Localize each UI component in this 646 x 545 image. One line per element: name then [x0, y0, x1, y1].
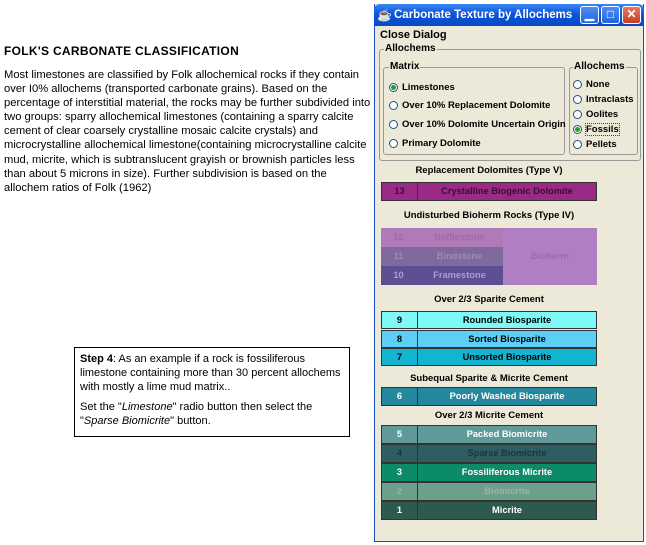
menubar [375, 26, 643, 44]
bioherm-heading: Undisturbed Bioherm Rocks (Type IV) [403, 210, 575, 221]
button-label: Sparse Biomicrite [467, 448, 547, 458]
radio-button[interactable] [389, 139, 398, 148]
button-number: 8 [382, 331, 418, 347]
radio-fossils[interactable] [573, 124, 619, 135]
button-number: 12 [393, 232, 404, 242]
radio-oolites[interactable] [573, 109, 618, 120]
radio-label: Over 10% Replacement Dolomite [402, 100, 551, 111]
radio-label: Over 10% Dolomite Uncertain Origin [402, 119, 566, 130]
biomicrite-button[interactable] [381, 482, 597, 501]
crystalline-biogenic-dolomite-button[interactable] [381, 182, 597, 201]
button-label: Bindstone [436, 251, 483, 261]
radio-label: Limestones [402, 82, 455, 93]
button-number: 13 [382, 183, 418, 200]
fossiliferous-micrite-button[interactable] [381, 463, 597, 482]
radio-label: None [586, 79, 610, 90]
radio-intraclasts[interactable] [573, 94, 634, 105]
carbonate-texture-dialog [374, 4, 644, 542]
allochems-group [379, 43, 641, 161]
button-number: 10 [393, 270, 404, 280]
button-label: Sorted Biosparite [468, 334, 546, 344]
bindstone-button[interactable] [381, 247, 503, 266]
radio-primary-dolomite[interactable] [389, 138, 481, 149]
rounded-biosparite-button[interactable] [381, 311, 597, 329]
subequal-cement-heading: Subequal Sparite & Micrite Cement [410, 373, 568, 384]
radio-button[interactable] [573, 140, 582, 149]
button-number: 6 [382, 388, 418, 405]
button-number: 7 [382, 349, 418, 365]
bafflestone-button[interactable] [381, 228, 503, 247]
button-label: Biomicrite [484, 486, 530, 496]
step-paragraph [80, 352, 343, 394]
dialog-titlebar[interactable] [374, 4, 644, 26]
radio-over-10-replacement-dolomite[interactable] [389, 100, 550, 111]
instruction-text-3: " button. [170, 415, 211, 427]
radio-label: Oolites [586, 109, 619, 120]
step-text: : As an example if a rock is fossiliferous limestone containing more than 30 percent allochems with mostly a lime mud matrix.. [80, 353, 341, 393]
button-number: 2 [382, 483, 418, 500]
button-number: 3 [382, 464, 418, 481]
radio-button[interactable] [573, 125, 582, 134]
micrite-button[interactable] [381, 501, 597, 520]
document-paragraph: Most limestones are classified by Folk allochemical rocks if they contain over I0% allochems (transported carbonate grains). Based on the percentage of interstitial material, the rocks may be further subdivided into two groups: sparry allochemical limestones (containing a sparry calcite cement of clear coarsely crystalline mosaic calcite crystals) and microcrystalline allochemical limestone(containing microcrystalline calcite mud, micrite, which is subtranslucent grayish or brownish particles less than about 5 microns in size). Further subdivision is based on the allochem ratios of Folk (1962) [4, 69, 371, 194]
close-window-button[interactable]: ✕ [622, 6, 641, 24]
button-number: 11 [393, 251, 404, 261]
button-label: Bafflestone [434, 232, 485, 242]
sparse-biomicrite-emphasis: Sparse Biomicrite [83, 415, 171, 427]
bioherm-button[interactable] [503, 228, 597, 285]
radio-none[interactable] [573, 79, 610, 90]
maximize-button[interactable]: □ [601, 6, 620, 24]
dialog-title: Carbonate Texture by Allochems [394, 9, 573, 21]
radio-button[interactable] [389, 120, 398, 129]
button-label: Fossiliferous Micrite [461, 467, 553, 477]
matrix-group [383, 61, 566, 155]
radio-button[interactable] [389, 101, 398, 110]
poorly-washed-biosparite-button[interactable] [381, 387, 597, 406]
radio-label: Primary Dolomite [402, 138, 481, 149]
radio-button[interactable] [573, 110, 582, 119]
instruction-text-1: Set the " [80, 401, 122, 413]
radio-limestones[interactable] [389, 82, 455, 93]
radio-label: Pellets [586, 139, 617, 150]
replacement-dolomites-heading: Replacement Dolomites (Type V) [415, 165, 563, 176]
matrix-group-label: Matrix [390, 61, 420, 72]
allochems-group-label: Allochems [385, 43, 436, 54]
button-label: Crystalline Biogenic Dolomite [441, 186, 573, 196]
limestone-emphasis: Limestone [121, 401, 173, 413]
instruction-text-2: " radio button then select the " [80, 401, 313, 427]
button-number: 1 [382, 502, 418, 519]
sorted-biosparite-button[interactable] [381, 330, 597, 348]
micrite-cement-heading: Over 2/3 Micrite Cement [434, 410, 544, 421]
button-label: Framestone [433, 270, 486, 280]
radio-label: Fossils [586, 124, 619, 135]
radio-button[interactable] [573, 80, 582, 89]
radio-button[interactable] [573, 95, 582, 104]
button-label: Poorly Washed Biosparite [449, 391, 565, 401]
step-instruction [80, 400, 343, 428]
button-number: 9 [382, 312, 418, 328]
sparse-biomicrite-button[interactable] [381, 444, 597, 463]
allochem-type-group-label: Allochems [574, 61, 625, 72]
framestone-button[interactable] [381, 266, 503, 285]
document-title: FOLK'S CARBONATE CLASSIFICATION [4, 44, 240, 58]
radio-pellets[interactable] [573, 139, 617, 150]
minimize-button[interactable]: ▁ [580, 6, 599, 24]
allochem-type-group [569, 61, 638, 155]
button-label: Rounded Biosparite [462, 315, 552, 325]
radio-button[interactable] [389, 83, 398, 92]
unsorted-biosparite-button[interactable] [381, 348, 597, 366]
button-label: Unsorted Biosparite [462, 352, 552, 362]
java-app-icon: ☕ [377, 7, 392, 22]
step-instruction-box [74, 347, 350, 437]
button-label: Bioherm [531, 251, 569, 261]
button-number: 5 [382, 426, 418, 443]
button-number: 4 [382, 445, 418, 462]
button-label: Packed Biomicrite [466, 429, 548, 439]
step-label: Step 4 [80, 353, 114, 365]
radio-label: Intraclasts [586, 94, 634, 105]
close-dialog-menu[interactable]: Close Dialog [380, 29, 447, 41]
radio-over-10-dolomite-uncertain-origin[interactable] [389, 119, 566, 130]
packed-biomicrite-button[interactable] [381, 425, 597, 444]
button-label: Micrite [492, 505, 522, 515]
sparite-cement-heading: Over 2/3 Sparite Cement [434, 294, 544, 305]
